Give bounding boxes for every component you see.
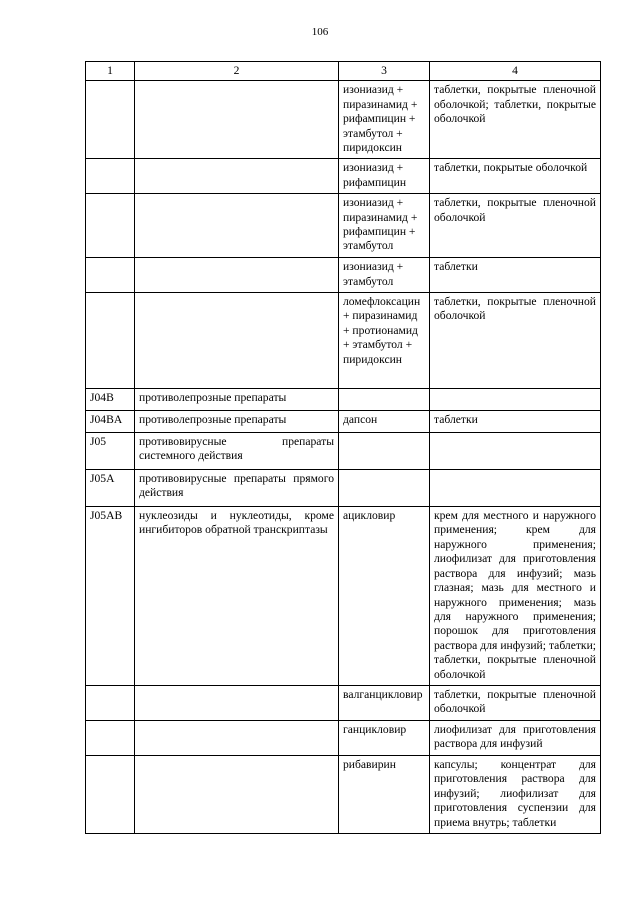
table-row xyxy=(86,433,601,470)
drug-cell xyxy=(339,389,430,411)
atc-code-cell xyxy=(86,293,135,389)
atc-code-cell xyxy=(86,194,135,258)
drug-table xyxy=(85,61,601,834)
drug-cell: изониазид + пиразинамид + рифампицин + этамбутол + пиридоксин xyxy=(339,81,430,159)
dosage-form-cell: таблетки, покрытые пленочной оболочкой xyxy=(430,194,601,258)
column-header: 4 xyxy=(430,62,601,81)
drug-cell: валганцикловир xyxy=(339,685,430,720)
dosage-form-cell: лиофилизат для приготовления раствора для инфузий xyxy=(430,720,601,755)
atc-code-cell: J05 xyxy=(86,433,135,470)
table-row xyxy=(86,685,601,720)
atc-code-cell xyxy=(86,720,135,755)
atc-code-cell xyxy=(86,258,135,293)
table-row xyxy=(86,507,601,686)
table-row xyxy=(86,411,601,433)
table-row xyxy=(86,293,601,389)
column-header: 2 xyxy=(135,62,339,81)
drug-cell: ганцикловир xyxy=(339,720,430,755)
atc-code-cell: J05A xyxy=(86,470,135,507)
dosage-form-cell: таблетки, покрытые пленочной оболочкой xyxy=(430,685,601,720)
drug-cell: рибавирин xyxy=(339,755,430,833)
page-number: 106 xyxy=(311,26,329,38)
dosage-form-cell: таблетки, покрытые пленочной оболочкой; таблетки, покрытые оболочкой xyxy=(430,81,601,159)
table-row xyxy=(86,258,601,293)
group-cell xyxy=(135,81,339,159)
atc-code-cell xyxy=(86,755,135,833)
dosage-form-cell: таблетки, покрытые пленочной оболочкой xyxy=(430,293,601,389)
drug-cell xyxy=(339,470,430,507)
dosage-form-cell: таблетки, покрытые оболочкой xyxy=(430,159,601,194)
atc-code-cell: J05AB xyxy=(86,507,135,686)
group-cell xyxy=(135,194,339,258)
header-row xyxy=(86,62,601,81)
drug-cell: дапсон xyxy=(339,411,430,433)
atc-code-cell: J04BA xyxy=(86,411,135,433)
column-header: 1 xyxy=(86,62,135,81)
group-cell: нуклеозиды и нуклеотиды, кроме ингибиторов обратной транскриптазы xyxy=(135,507,339,686)
atc-code-cell: J04B xyxy=(86,389,135,411)
drug-cell: ломефлоксацин + пиразинамид + протионамид + этамбутол + пиридоксин xyxy=(339,293,430,389)
drug-cell: изониазид + этамбутол xyxy=(339,258,430,293)
group-cell xyxy=(135,293,339,389)
dosage-form-cell xyxy=(430,433,601,470)
atc-code-cell xyxy=(86,159,135,194)
group-cell xyxy=(135,720,339,755)
drug-cell: ацикловир xyxy=(339,507,430,686)
group-cell xyxy=(135,755,339,833)
atc-code-cell xyxy=(86,685,135,720)
group-cell xyxy=(135,159,339,194)
table-row xyxy=(86,194,601,258)
column-header: 3 xyxy=(339,62,430,81)
dosage-form-cell xyxy=(430,470,601,507)
group-cell xyxy=(135,685,339,720)
group-cell: противолепрозные препараты xyxy=(135,411,339,433)
group-cell: противолепрозные препараты xyxy=(135,389,339,411)
drug-cell: изониазид + рифампицин xyxy=(339,159,430,194)
dosage-form-cell: капсулы; концентрат для приготовления раствора для инфузий; лиофилизат для приготовления суспензии для приема внутрь; таблетки xyxy=(430,755,601,833)
dosage-form-cell: крем для местного и наружного применения; крем для наружного применения; лиофилизат для приготовления раствора для инфузий; мазь глазная; мазь для местного и наружного применения; мазь для наружного применения; порошок для приготовления раствора для инфузий; таблетки; таблетки, покрытые пленочной оболочкой xyxy=(430,507,601,686)
table-row xyxy=(86,81,601,159)
table-row xyxy=(86,470,601,507)
group-cell: противовирусные препараты прямого действия xyxy=(135,470,339,507)
group-cell: противовирусные препараты системного действия xyxy=(135,433,339,470)
table-row xyxy=(86,720,601,755)
dosage-form-cell xyxy=(430,389,601,411)
group-cell xyxy=(135,258,339,293)
drug-cell xyxy=(339,433,430,470)
table-row xyxy=(86,159,601,194)
table-row xyxy=(86,755,601,833)
table-row xyxy=(86,389,601,411)
dosage-form-cell: таблетки xyxy=(430,258,601,293)
atc-code-cell xyxy=(86,81,135,159)
drug-cell: изониазид + пиразинамид + рифампицин + этамбутол xyxy=(339,194,430,258)
dosage-form-cell: таблетки xyxy=(430,411,601,433)
